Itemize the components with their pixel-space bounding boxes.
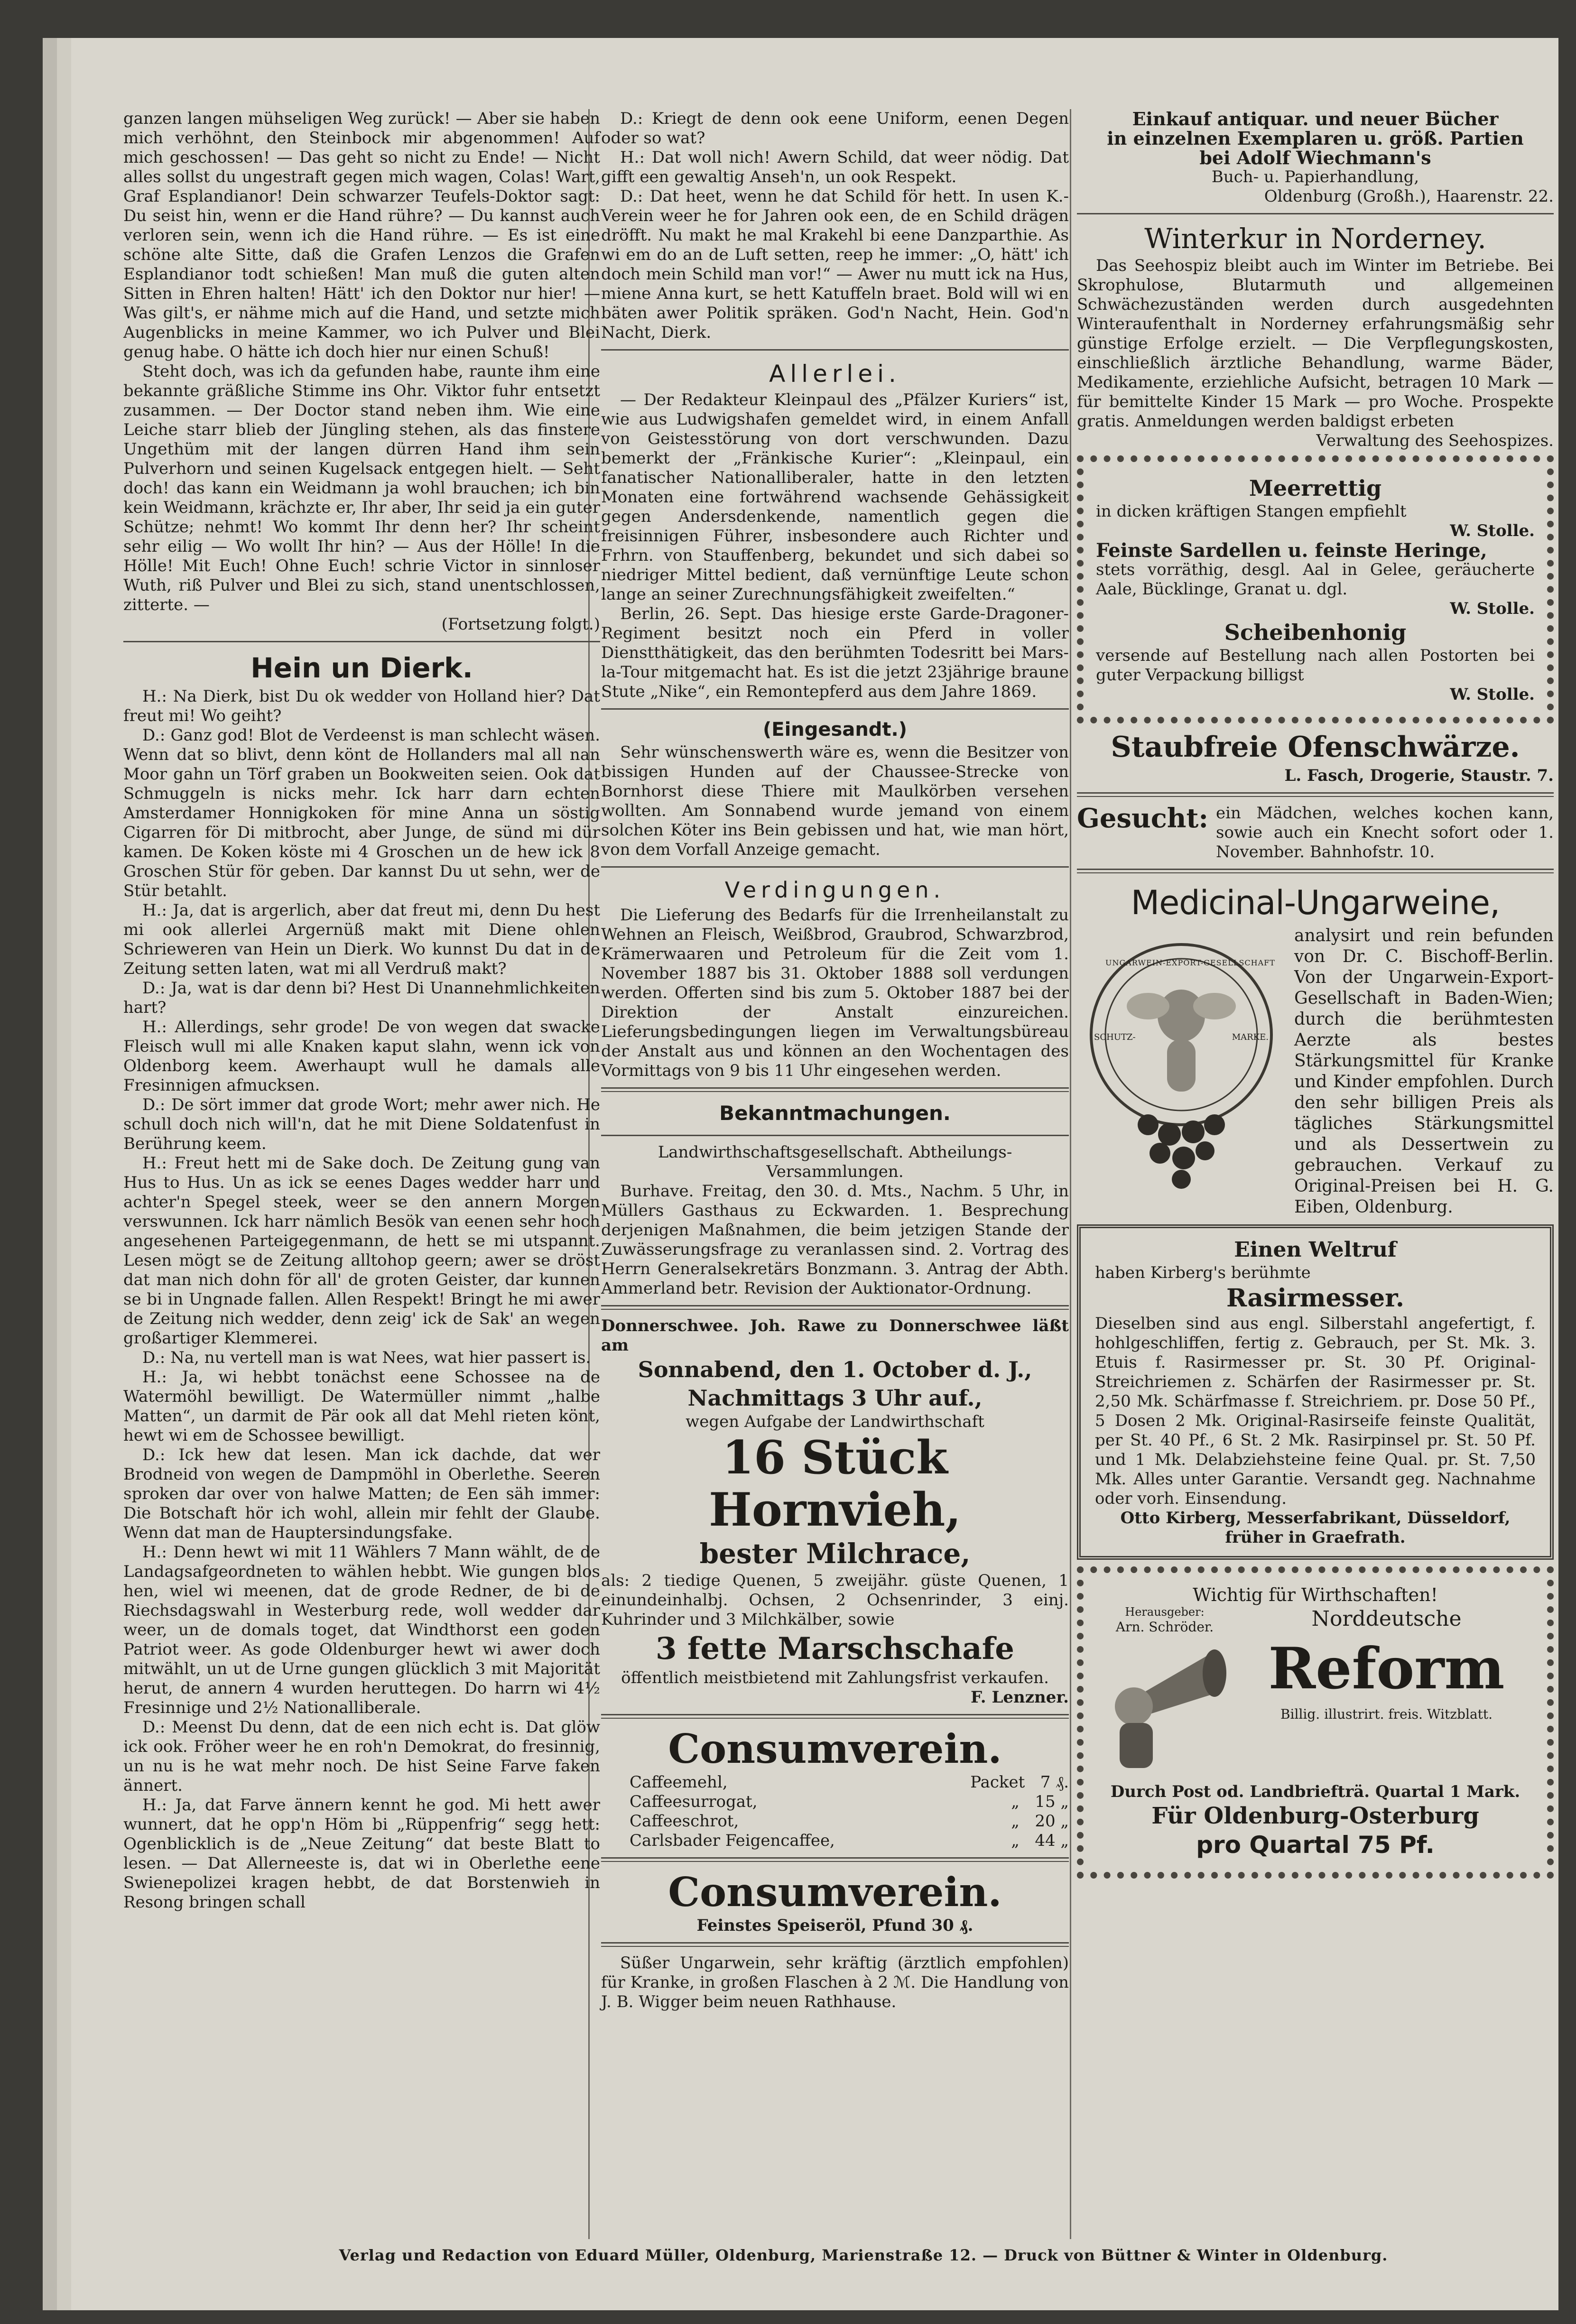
reform-name-top: Norddeutsche: [1311, 1607, 1462, 1631]
news-paragraph: Sehr wünschenswerth wäre es, wenn die Besitzer von bissigen Hunden auf der Chaussee-Strecke von Bornhorst diese Thiere mit Maulkörben versehen wollten. Am Sonnabend wurde jemand von einem solchen Köter ins Bein gebissen und hat, wie man hört, von dem Vorfall Anzeige gemacht.: [601, 743, 1069, 859]
auction-terms: öffentlich meistbietend mit Zahlungsfrist verkaufen.: [621, 1668, 1049, 1687]
separator: [601, 349, 1069, 351]
books-line: in einzelnen Exemplaren u. größ. Partien: [1107, 128, 1524, 149]
separator: [601, 1942, 1069, 1947]
item-name: Caffeemehl,: [630, 1773, 728, 1792]
newspaper-page: [71, 38, 1558, 2310]
dialog-paragraph: D.: Ick hew dat lesen. Man ick dachde, dat wer Brodneid von wegen de Dampmöhl in Oberlethe. Seeren sproken dar over von halwe Matten; de Een säh immer: Die Botschaft hör ich wohl, allein mir fehlt der Glaube. Wenn dat man de Hauptersindungsfake.: [123, 1445, 600, 1542]
reform-post: Durch Post od. Landbriefträ. Quartal 1 Mark.: [1110, 1782, 1520, 1801]
books-address: Oldenburg (Großh.), Haarenstr. 22.: [1264, 187, 1554, 206]
separator: [1077, 869, 1554, 873]
dialog-paragraph: H.: Ja, wi hebbt tonächst eene Schossee na de Watermöhl bewilligt. De Watermüller nimmt „halbe Matten“, un darmit de Pär ook all dat Mehl rieten könt, hewt wi em de Schossee bewilligt.: [123, 1368, 600, 1445]
separator: [601, 1305, 1069, 1310]
item-price: 7 ₰.: [1040, 1773, 1069, 1792]
auction-reason: wegen Aufgabe der Landwirthschaft: [686, 1412, 984, 1431]
gesucht-text: ein Mädchen, welches kochen kann, sowie auch ein Knecht sofort oder 1. November. Bahnhofstr. 10.: [1216, 804, 1554, 861]
reform-price: pro Quartal 75 Pf.: [1196, 1831, 1435, 1859]
sardellen-title: Feinste Sardellen u. feinste Heringe,: [1096, 539, 1487, 562]
meerrettig-title: Meerrettig: [1249, 475, 1382, 501]
auction-time: Nachmittags 3 Uhr auf.,: [687, 1385, 983, 1411]
winterkur-signature: Verwaltung des Seehospizes.: [1316, 431, 1554, 450]
meerrettig-text: in dicken kräftigen Stangen empfiehlt: [1096, 502, 1407, 521]
separator: [601, 1714, 1069, 1719]
winterkur-text: Das Seehospiz bleibt auch im Winter im Betriebe. Bei Skrophulose, Blutarmuth und allgemeinen Schwächezuständen werden durch ausgedehnten Winteraufenthalt in Norderney erfahrungsmäßig sehr günstige Erfolge erzielt. — Die Verpflegungskosten, einschließlich ärztliche Behandlung, warme Bäder, Medikamente, erziehliche Aufsicht, betragen 10 Mark — für bemittelte Kinder 15 Mark — pro Woche. Prospekte gratis. Anmeldungen werden baldigst erbeten: [1077, 256, 1554, 431]
auction-ad: [601, 1316, 1069, 1707]
consum-title: Consumverein.: [668, 1869, 1002, 1916]
auction-intro: Donnerschwee. Joh. Rawe zu Donnerschwee läßt am: [601, 1316, 1069, 1355]
section-title-verdingungen: Verdingungen.: [724, 877, 946, 903]
auction-date: Sonnabend, den 1. October d. J.,: [638, 1357, 1032, 1382]
gesucht-label: Gesucht:: [1077, 803, 1209, 834]
price-row: [601, 1812, 1069, 1831]
item-unit: „: [1011, 1831, 1020, 1850]
separator: [601, 866, 1069, 868]
news-paragraph: Berlin, 26. Sept. Das hiesige erste Garde-Dragoner-Regiment besitzt noch ein Pferd in voller Dienstthätigkeit, das den berühmten Todesritt bei Mars-la-Tour mitgemacht hat. Es ist die jetzt 23jährige braune Stute „Nike“, ein Remontepferd aus dem Jahre 1869.: [601, 604, 1069, 701]
ungarwein-title: Medicinal-Ungarweine,: [1131, 883, 1500, 922]
item-name: Caffeesurrogat,: [630, 1792, 758, 1811]
news-paragraph: Die Lieferung des Bedarfs für die Irrenheilanstalt zu Wehnen an Fleisch, Weißbrod, Graubrod, Schwarzbrod, Krämerwaaren und Petroleum für die Zeit vom 1. November 1887 bis 31. Oktober 1888 soll verdungen werden. Offerten sind bis zum 5. Oktober 1887 bei der Direktion der Anstalt einzureichen. Lieferungsbedingungen liegen im Verwaltungsbüreau der Anstalt aus und können an den Wochentagen des Vormittags von 9 bis 11 Uhr eingesehen werden.: [601, 906, 1069, 1080]
ungarwein-ad: [1077, 880, 1554, 1218]
notice-paragraph: Burhave. Freitag, den 30. d. Mts., Nachm. 5 Uhr, in Müllers Gasthaus zu Eckwarden. 1. Besprechung derjenigen Maßnahmen, die beim jetzigen Stande der Zuwässerungsfrage zu veranlassen sind. 2. Vortrag des Herrn Generalsekretärs Bonzmann. 3. Antrag der Abth. Ammerland betr. Revision der Auktionator-Ordnung.: [601, 1182, 1069, 1298]
stolle-signature: W. Stolle.: [1450, 521, 1535, 540]
section-title-bekanntmachungen: Bekanntmachungen.: [719, 1102, 951, 1125]
stolle-signature: W. Stolle.: [1450, 599, 1535, 618]
winterkur-ad: [1077, 221, 1554, 451]
ofenschwaerze-title: Staubfreie Ofenschwärze.: [1111, 731, 1520, 764]
dialog-paragraph: H.: Allerdings, sehr grode! De von wegen dat swacke Fleisch wull mi alle Knaken kaput slahn, wenn ick von Oldenborg keem. Awerhaupt wull he damals alle Fresinnigen afmucksen.: [123, 1018, 600, 1095]
separator: [1077, 213, 1554, 214]
reform-publisher: Arn. Schröder.: [1115, 1619, 1214, 1635]
dialog-paragraph: H.: Freut hett mi de Sake doch. De Zeitung gung van Hus to Hus. Un as ick se eenes Dages wedder harr und achter'n Spegel steek, weer se den annern Morgen verswunnen. Ick harr nämlich Besök van eenen sehr hoch angesehenen Parteigegenmann, de hett se mi utspannt. Lesen mögt se de Zeitung alltohop geern; awer se dröst dat man nich dohn för all' de groten Geister, dar kunnen se bi in Ungnade fallen. Allen Respekt! Bringt he mi awer de Zeitung nich wedder, denn zeig' ick de Sak' an wegen großartiger Klemmerei.: [123, 1154, 600, 1348]
separator: [601, 1857, 1069, 1862]
dialog-paragraph: H.: Ja, dat is argerlich, aber dat freut mi, denn Du hest mi ook allerlei Argernüß makt mit Diene ohlen Schrieweren van Hein un Dierk. Wo kunnst Du dat in de Zeitung setten laten, wat mi all Verdruß makt?: [123, 901, 600, 978]
dialog-paragraph: H.: Ja, dat Farve ännern kennt he god. Mi hett awer wunnert, dat he opp'n Höm bi „Rüppenfrig“ segg hett: Ogenblicklich is de „Neue Zeitung“ dat beste Blatt to lesen. — Dat Allerneeste is, dat wi in Oberlethe eene Swienepolizei kragen hebbt, de dat Borstenwieh in Resong bringen schall: [123, 1796, 600, 1912]
dialog-paragraph: D.: De sört immer dat grode Wort; mehr awer nich. He schull doch nich will'n, dat he mit Diene Soldatenfust in Berührung keem.: [123, 1095, 600, 1153]
column-2: [595, 109, 1075, 2012]
news-paragraph: — Der Redakteur Kleinpaul des „Pfälzer Kuriers“ ist, wie aus Ludwigshafen gemeldet wird, in einem Anfall von Geistesstörung von dort verschwunden. Dazu bemerkt der „Fränkische Kurier“: „Kleinpaul, ein fanatischer Nationalliberaler, hatte in den letzten Monaten eine fortwährend wachsende Gehässigkeit gegen Andersdenkende, namentlich gegen die freisinnigen Führer, insbesondere auch Richter und Frhrn. von Stauffenberg, bekundet und sich dabei so niedriger Mittel bedient, daß vernünftige Leute schon lange an seiner Zurechnungsfähigkeit zweifelten.“: [601, 390, 1069, 604]
consum-line: Feinstes Speiseröl, Pfund 30 ₰.: [696, 1916, 973, 1935]
auction-signature: F. Lenzner.: [971, 1688, 1069, 1707]
separator: [601, 708, 1069, 710]
stolle-ad: [1077, 455, 1554, 723]
trademark-right-label: MARKE.: [1232, 1032, 1269, 1042]
price-row: [601, 1773, 1069, 1792]
trademark-ring-text: UNGARWEIN-EXPORT-GESELLSCHAFT: [1105, 958, 1275, 967]
auction-headline: 16 Stück Hornvieh,: [709, 1431, 961, 1537]
trademark-left-label: SCHUTZ-: [1094, 1032, 1136, 1042]
separator: [123, 641, 600, 642]
kirberg-product: Rasirmesser.: [1226, 1284, 1404, 1313]
dialog-paragraph: D.: Na, nu vertell man is wat Nees, wat hier passert is.: [142, 1348, 591, 1367]
section-title-hein: Hein un Dierk.: [250, 652, 473, 684]
auction-headline-2: 3 fette Marschschafe: [656, 1631, 1014, 1667]
ungarwein-text: analysirt und rein befunden von Dr. C. Bischoff-Berlin. Von der Ungarwein-Export-Gesellschaft in Baden-Wien; durch die berühmtesten Aerzte als bestes Stärkungsmittel für Kranke und Kinder empfohlen. Durch den sehr billigen Preis als tägliches Stärkungsmittel und als Dessertwein zu gebrauchen. Verkauf zu Original-Preisen bei H. G. Eiben, Oldenburg.: [1294, 926, 1554, 1217]
item-unit: Packet: [970, 1773, 1025, 1792]
story-text: ganzen langen mühseligen Weg zurück! — Aber sie haben mich verhöhnt, den Steinbock mir abgenommen! Auf mich geschossen! — Das geht so nicht zu Ende! — Nicht alles sollst du ungestraft gegen mich wagen, Colas! Wart, Graf Esplandianor! Dein schwarzer Teufels-Doktor sagt: Du seist hin, wenn er die Hand rühre? — Du kannst auch verloren sein, wenn ich die Hand rühre. — Es ist eine schöne alte Sitte, daß die Grafen Lenzos die Grafen Esplandianor todt schießen! Man muß die guten alten Sitten in Ehren halten! Hätt' ich den Doktor nur hier! — Was gilt's, er nähme mich auf die Hand, und setzte mich Augenblicks in meine Kammer, wo ich Pulver und Blei genug habe. O hätte ich doch hier nur einen Schuß!: [123, 109, 600, 361]
dialog-paragraph: D.: Dat heet, wenn he dat Schild för hett. In usen K.-Verein weer he for Jahren ook een, de en Schild drägen dröfft. Nu makt he mal Krakehl bi eene Danzparthie. As wi em do an de Luft setten, reep he immer: „O, hätt' ich doch mein Schild man vor!“ — Awer nu mutt ick na Hus, miene Anna kurt, se hett Katuffeln braet. Bold will wi en bäten awer Politik spräken. God'n Nacht, Hein. God'n Nacht, Dierk.: [601, 187, 1069, 342]
item-name: Carlsbader Feigencaffee,: [630, 1831, 835, 1850]
auction-list: als: 2 tiedige Quenen, 5 zweijähr. güste Quenen, 1 einundeinhalbj. Ochsen, 2 Ochsenrinder, 3 einj. Kuhrinder und 3 Milchkälber, sowie: [601, 1571, 1069, 1629]
dialog-paragraph: D.: Kriegt de denn ook eene Uniform, eenen Degen oder so wat?: [601, 109, 1069, 148]
item-price: 15 „: [1035, 1792, 1069, 1811]
books-line: bei Adolf Wiechmann's: [1199, 147, 1431, 168]
honig-title: Scheibenhonig: [1224, 620, 1407, 645]
ofenschwaerze-ad: [1077, 728, 1554, 786]
books-line: Einkauf antiquar. und neuer Bücher: [1132, 108, 1499, 130]
kirberg-subtitle: haben Kirberg's berühmte: [1095, 1263, 1311, 1282]
kirberg-signature: Otto Kirberg, Messerfabrikant, Düsseldorf, früher in Graefrath.: [1120, 1509, 1511, 1547]
kirberg-ad: [1077, 1224, 1554, 1560]
reform-name: Reform: [1268, 1635, 1505, 1702]
item-price: 44 „: [1035, 1831, 1069, 1850]
section-title-eingesandt: (Eingesandt.): [762, 719, 908, 741]
ungarwein-trademark: [1077, 926, 1286, 1201]
wine-notice: Süßer Ungarwein, sehr kräftig (ärztlich empfohlen) für Kranke, in großen Flaschen à 2 ℳ. Die Handlung von J. B. Wigger beim neuen Rathhause.: [601, 1954, 1069, 2011]
dialog-paragraph: D.: Meenst Du denn, dat de een nich echt is. Dat glöw ick ook. Fröher weer he en roh'n Demokrat, do fresinnig, un nu is he wat mehr noch. De hist Seine Farve faken ännert.: [123, 1718, 600, 1795]
dialog-paragraph: H.: Na Dierk, bist Du ok wedder von Holland hier? Dat freut mi! Wo geiht?: [123, 687, 600, 725]
item-unit: „: [1011, 1812, 1020, 1831]
dialog-paragraph: D.: Ganz god! Blot de Verdeenst is man schlecht wäsen. Wenn dat so blivt, denn könt de Hollanders mal all nan Moor gahn un Törf graben un Bookweiten seien. Ook dat Schmuggeln is nicks mehr. Ick harr darn echten Amsterdamer Honnigkoken för mine Anna un söstig Cigarren för Di mitbrocht, aber Junge, de sünd mi dür kamen. De Koken köste mi 4 Groschen un de hew ick 8 Groschen Stür för geben. Dar kannst Du ut sehn, wer de Stür betahlt.: [123, 726, 600, 900]
reform-subtitle: Billig. illustrirt. freis. Witzblatt.: [1280, 1706, 1493, 1722]
item-price: 20 „: [1035, 1812, 1069, 1831]
kirberg-title: Einen Weltruf: [1234, 1238, 1397, 1262]
story-continuation: (Fortsetzung folgt.): [441, 615, 600, 634]
item-name: Caffeeschrot,: [630, 1812, 739, 1831]
separator: [601, 1087, 1069, 1092]
auction-race: bester Milchrace,: [699, 1537, 971, 1570]
books-ad: [1077, 109, 1554, 206]
dialog-paragraph: H.: Denn hewt wi mit 11 Wählers 7 Mann wählt, de de Landagsafgeordneten to wählen hebbt. Wie gungen blos hen, wiel wi meenen, dat de grode Redner, de bi de Riechsdagswahl in Westerburg rede, woll wedder dar weer, un de domals toget, dat Windthorst een goden Patriot weer. As gode Oldenburger hewt wi awer doch mitwählt, un ut de Urne gungen glücklich 3 mit Majorität herut, de annern 4 wurden heruttegen. Do harrn wi 4½ Fresinnige und 2½ Nationalliberale.: [123, 1543, 600, 1717]
story-text: Steht doch, was ich da gefunden habe, raunte ihm eine bekannte gräßliche Stimme ins Ohr. Viktor fuhr entsetzt zusammen. — Der Doctor stand neben ihm. Wie eine Leiche starr blieb der Jüngling stehen, als das finstere Ungethüm mit der langen dürren Hand ihm sein Pulverhorn und seinen Kugelsack entgegen hielt. — Seht doch! das kann ein Weidmann ja wohl brauchen; ich bin kein Weidmann, krächzte er, Ihr aber, Ihr seid ja ein guter Schütze; nehmt! Wo kommt Ihr denn her? Ihr scheint sehr eilig — Wo wollt Ihr hin? — Aus der Hölle! In die Hölle! Mit Euch! Ohne Euch! schrie Victor in sinnloser Wuth, riß Pulver und Blei zu sich, stand unentschlossen, zitterte. —: [123, 362, 600, 614]
reform-ad: [1077, 1566, 1554, 1879]
item-unit: „: [1011, 1792, 1020, 1811]
column-1: [123, 109, 600, 1912]
column-3: [1077, 109, 1554, 1883]
consum-ad-2: [601, 1869, 1069, 1935]
gesucht-ad: [1077, 804, 1554, 862]
price-row: [601, 1792, 1069, 1812]
reform-region: Für Oldenburg-Osterburg: [1151, 1803, 1479, 1829]
separator: [1077, 792, 1554, 797]
books-line: Buch- u. Papierhandlung,: [1211, 167, 1419, 186]
reform-publisher-label: Herausgeber:: [1125, 1605, 1205, 1619]
winterkur-title: Winterkur in Norderney.: [1144, 222, 1486, 255]
honig-text: versende auf Bestellung nach allen Postorten bei guter Verpackung billigst: [1096, 646, 1535, 685]
trumpeter-figure-icon: [1101, 1635, 1229, 1778]
separator: [601, 1135, 1069, 1136]
dialog-paragraph: H.: Dat woll nich! Awern Schild, dat weer nödig. Dat gifft een gewaltig Anseh'n, un ook Respekt.: [601, 148, 1069, 186]
kirberg-text: Dieselben sind aus engl. Silberstahl angefertigt, f. hohlgeschliffen, fertig z. Gebrauch, per St. Mk. 3. Etuis f. Rasirmesser pr. St. 30 Pf. Original-Streichriemen z. Schärfen der Rasirmesser pr. St. 2,50 Mk. Schärfmasse f. Streichriem. pr. Dose 50 Pf., 5 Dosen 2 Mk. Original-Rasirseife feinste Qualität, per St. 40 Pf., 6 St. 2 Mk. Rasirpinsel pr. St. 50 Pf. und 1 Mk. Delabziehsteine feine Qual. pr. St. 7,50 Mk. Alles unter Garantie. Versandt geg. Nachnahme oder vorh. Einsendung.: [1095, 1314, 1536, 1508]
price-row: [601, 1831, 1069, 1851]
stolle-signature: W. Stolle.: [1450, 685, 1535, 704]
imprint-footer: Verlag und Redaction von Eduard Müller, Oldenburg, Marienstraße 12. — Druck von Büttner & Winter in Oldenburg.: [339, 2246, 1388, 2264]
consum-ad: [601, 1725, 1069, 1851]
consum-title: Consumverein.: [668, 1725, 1002, 1772]
ofenschwaerze-signature: L. Fasch, Drogerie, Staustr. 7.: [1284, 766, 1554, 785]
notice-subtitle: Landwirthschaftsgesellschaft. Abtheilungs-Versammlungen.: [658, 1143, 1012, 1181]
sardellen-text: stets vorräthig, desgl. Aal in Gelee, geräucherte Aale, Bücklinge, Granat u. dgl.: [1096, 560, 1535, 599]
reform-top: Wichtig für Wirthschaften!: [1193, 1584, 1438, 1605]
section-title-allerlei: Allerlei.: [769, 360, 901, 388]
dialog-paragraph: D.: Ja, wat is dar denn bi? Hest Di Unannehmlichkeiten hart?: [123, 979, 600, 1017]
